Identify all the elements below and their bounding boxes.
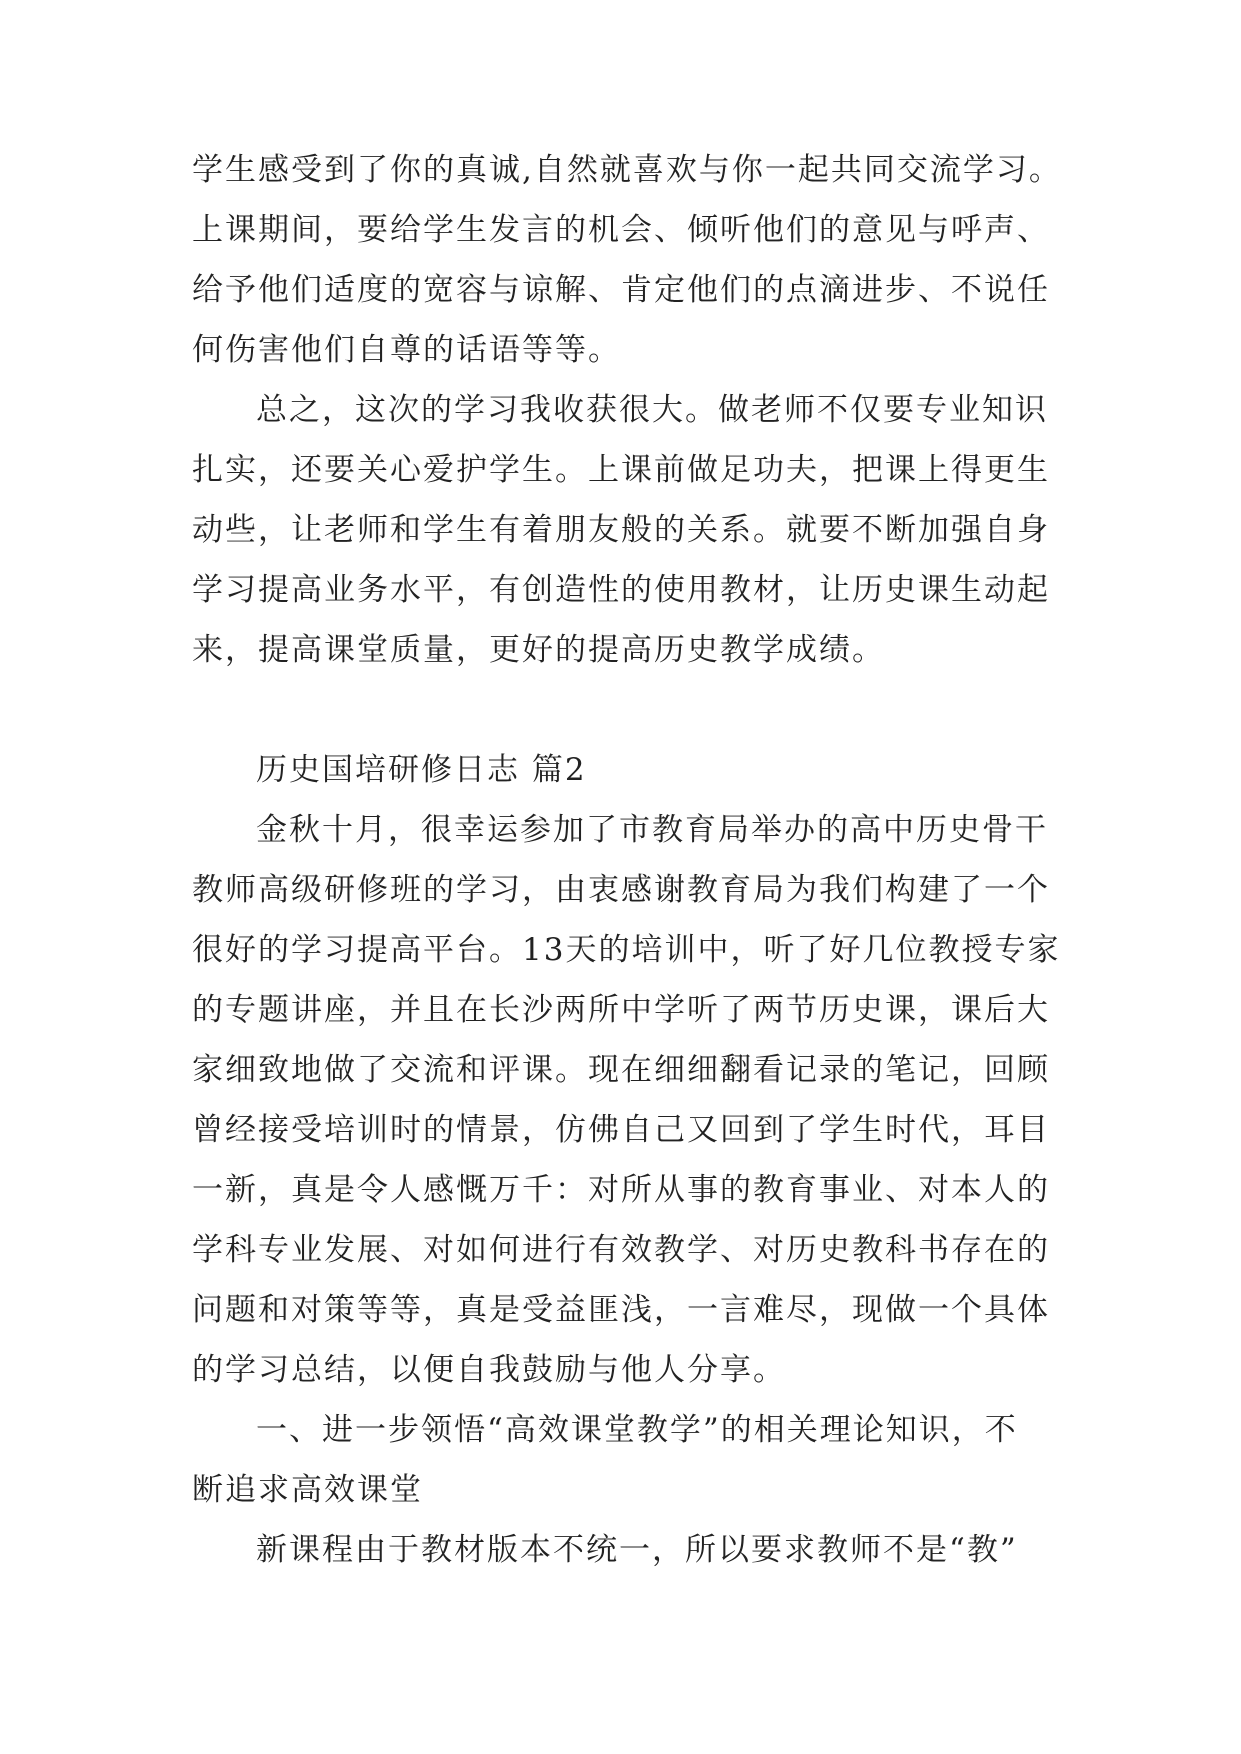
paragraph-line: 学生感受到了你的真诚,自然就喜欢与你一起共同交流学习。	[192, 152, 1062, 188]
paragraph-line: 何伤害他们自尊的话语等等。	[192, 332, 621, 368]
paragraph-line: 新课程由于教材版本不统一，所以要求教师不是“教”	[256, 1532, 1018, 1568]
paragraph-line: 问题和对策等等，真是受益匪浅，一言难尽，现做一个具体	[192, 1292, 1050, 1328]
paragraph-line: 的学习总结，以便自我鼓励与他人分享。	[192, 1352, 786, 1388]
paragraph-line: 教师高级研修班的学习，由衷感谢教育局为我们构建了一个	[192, 872, 1050, 908]
paragraph-line: 上课期间，要给学生发言的机会、倾听他们的意见与呼声、	[192, 212, 1050, 248]
paragraph-line: 断追求高效课堂	[192, 1472, 423, 1508]
paragraph-line: 动些，让老师和学生有着朋友般的关系。就要不断加强自身	[192, 512, 1050, 548]
paragraph-line: 家细致地做了交流和评课。现在细细翻看记录的笔记，回顾	[192, 1052, 1050, 1088]
paragraph-line: 扎实，还要关心爱护学生。上课前做足功夫，把课上得更生	[192, 452, 1050, 488]
paragraph-line: 的专题讲座，并且在长沙两所中学听了两节历史课，课后大	[192, 992, 1050, 1028]
paragraph-line: 学科专业发展、对如何进行有效教学、对历史教科书存在的	[192, 1232, 1050, 1268]
paragraph-line: 一、进一步领悟“高效课堂教学”的相关理论知识，不	[256, 1412, 1018, 1448]
paragraph-line: 很好的学习提高平台。13天的培训中，听了好几位教授专家	[192, 932, 1061, 968]
paragraph-line: 曾经接受培训时的情景，仿佛自己又回到了学生时代，耳目	[192, 1112, 1050, 1148]
paragraph-line: 一新，真是令人感慨万千：对所从事的教育事业、对本人的	[192, 1172, 1050, 1208]
paragraph-line: 来，提高课堂质量，更好的提高历史教学成绩。	[192, 632, 885, 668]
paragraph-line: 学习提高业务水平，有创造性的使用教材，让历史课生动起	[192, 572, 1050, 608]
section-heading: 历史国培研修日志 篇2	[256, 752, 587, 788]
paragraph-line: 给予他们适度的宽容与谅解、肯定他们的点滴进步、不说任	[192, 272, 1050, 308]
paragraph-line: 金秋十月，很幸运参加了市教育局举办的高中历史骨干	[256, 812, 1048, 848]
paragraph-line: 总之，这次的学习我收获很大。做老师不仅要专业知识	[256, 392, 1048, 428]
